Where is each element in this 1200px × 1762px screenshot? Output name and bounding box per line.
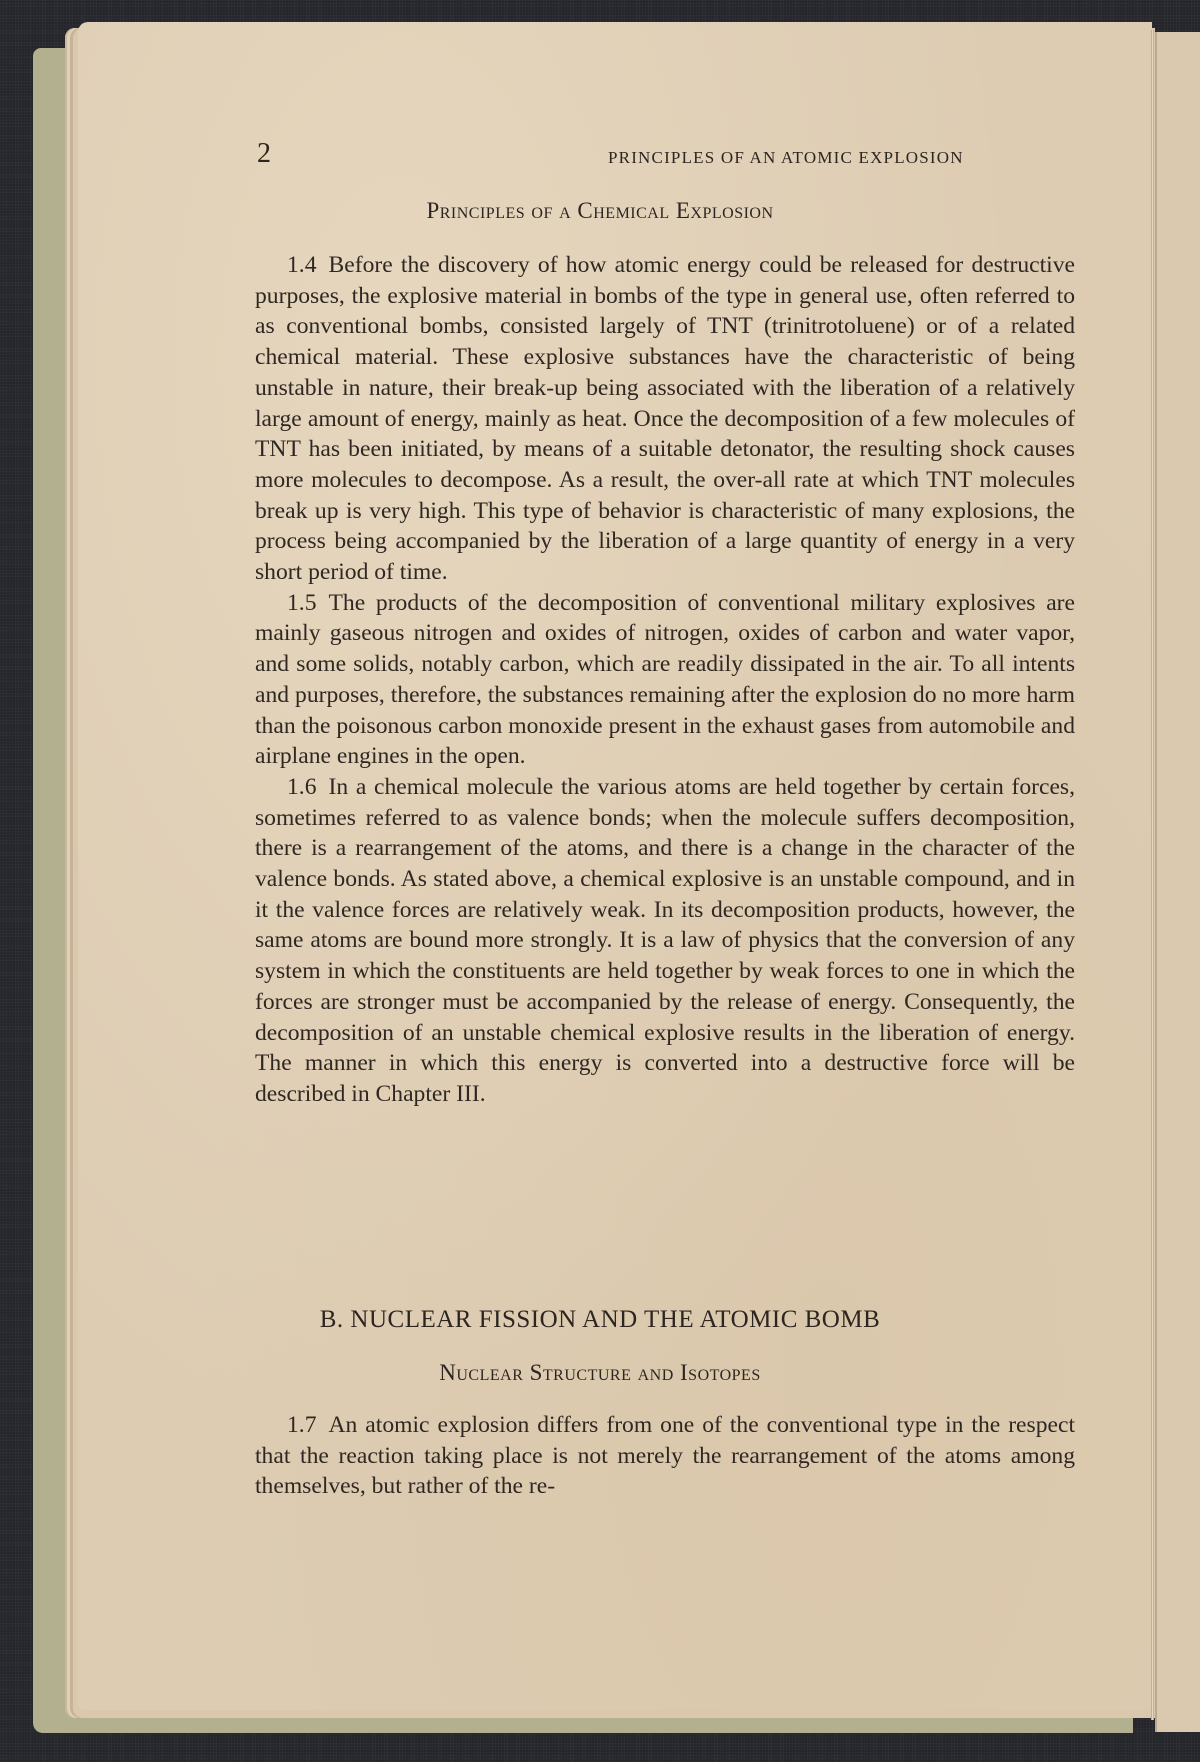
section-heading-chemical-explosion: Principles of a Chemical Explosion: [426, 198, 774, 223]
paragraph-1-4: [255, 250, 1075, 588]
section-heading-nuclear-structure: Nuclear Structure and Isotopes: [439, 1360, 761, 1385]
paragraph-text: The products of the decomposition of conventional military explosives are mainly gaseous nitrogen and oxides of nitrogen, oxides of carbon and water vapor, and some solids, notably carbon, which are readily dissipated in the air. To all intents and purposes, therefore, the substances remaining after the explosion do no more harm than the poisonous carbon monoxide present in the exhaust gases from automobile and airplane engines in the open.: [255, 589, 1075, 770]
page-number: 2: [257, 138, 271, 169]
paragraph-number: 1.7: [287, 1412, 317, 1438]
paragraph-number: 1.6: [287, 773, 317, 800]
paragraph-text: In a chemical molecule the various atoms are held together by certain forces, sometimes referred to as valence bonds; when the molecule suffers decomposition, there is a rearrangement of the atoms, and there is a change in the character of the valence bonds. As stated above, a chemical explosive is an unstable compound, and in it the valence forces are relatively weak. In its decomposition products, however, the same atoms are bound more strongly. It is a law of physics that the conversion of any system in which the constituents are held together by weak forces to one in which the forces are stronger must be accompanied by the release of energy. Consequently, the decomposition of an unstable chemical explosive results in the liberation of energy. The manner in which this energy is converted into a destructive force will be described in Chapter III.: [255, 773, 1075, 1107]
running-head: PRINCIPLES OF AN ATOMIC EXPLOSION: [608, 148, 964, 167]
chapter-heading-nuclear-fission: B. NUCLEAR FISSION AND THE ATOMIC BOMB: [319, 1306, 881, 1333]
section-body-chemical-explosion: [255, 250, 1075, 1110]
paragraph-number: 1.4: [287, 252, 317, 278]
paragraph-1-6: [255, 772, 1075, 1110]
page-gutter: [1151, 30, 1154, 1720]
facing-page-edge: [1155, 32, 1200, 1732]
section-body-nuclear-structure: [255, 1410, 1075, 1502]
paragraph-text: An atomic explosion differs from one of the conventional type in the respect that the reaction taking place is not merely the rearrangement of the atoms among themselves, but rather of the re-: [255, 1412, 1075, 1500]
paragraph-text: Before the discovery of how atomic energy could be released for destructive purposes, the explosive material in bombs of the type in general use, often referred to as conventional bombs, consisted largely of TNT (trinitrotoluene) or of a related chemical material. These explosive substances have the characteristic of being unstable in nature, their break-up being associated with the liberation of a relatively large amount of energy, mainly as heat. Once the decomposition of a few molecules of TNT has been initiated, by means of a suitable detonator, the resulting shock causes more molecules to decompose. As a result, the over-all rate at which TNT molecules break up is very high. This type of behavior is characteristic of many explosions, the process being accompanied by the liberation of a large quantity of energy in a very short period of time.: [255, 252, 1075, 586]
paragraph-1-5: [255, 588, 1075, 772]
paragraph-1-7: [255, 1410, 1075, 1502]
paragraph-number: 1.5: [287, 589, 317, 616]
